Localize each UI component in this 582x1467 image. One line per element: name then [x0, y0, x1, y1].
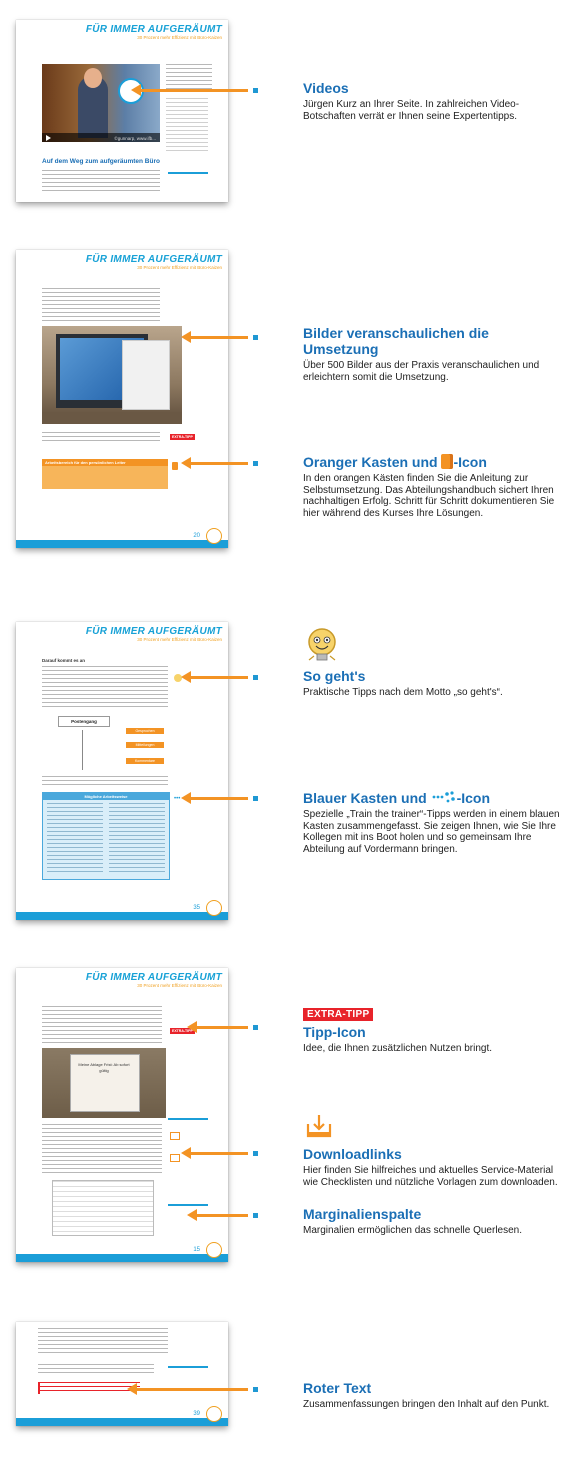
section-blue-box: Blauer Kasten und -Icon Spezielle „Train the trainer“-Tipps werden in einem blauen Kasten zusammengefasst. Sie zeigen Ihnen, wie Sie Ihre Kollegen mit ins Boot holen und so gemeinsam Ihre Abteilung auf Vordermann bringen. — [303, 790, 560, 855]
logo-icon — [206, 1242, 222, 1258]
bullet-icon — [253, 1025, 258, 1030]
office-photo — [42, 326, 182, 424]
pointer-arrow-videos — [140, 89, 248, 92]
section-red-text: Roter Text Zusammenfassungen bringen den Inhalt auf den Punkt. — [303, 1380, 550, 1410]
table-mini — [52, 1180, 154, 1236]
download-icon — [304, 1112, 334, 1140]
section-videos: Videos Jürgen Kurz an Ihrer Seite. In zahlreichen Video-Botschaften verrät er Ihnen seine Expertentipps. — [303, 80, 520, 122]
play-icon[interactable] — [46, 135, 51, 141]
page-header: FÜR IMMER AUFGERÄUMT 30 Prozent mehr Effizienz mit Büro-Kaizen — [85, 626, 222, 642]
bullet-icon — [253, 796, 258, 801]
section-pictures: Bilder veranschaulichen die Umsetzung Über 500 Bilder aus der Praxis veranschaulichen und erleichtern somit die Umsetzung. — [303, 325, 540, 383]
pointer-arrow-red-text — [136, 1388, 248, 1391]
pointer-arrow-tipp — [196, 1026, 248, 1029]
pointer-arrow-so-gehts — [190, 676, 248, 679]
train-trainer-mini-icon: ••• — [174, 796, 181, 802]
section-marginal: Marginalienspalte Marginalien ermöglichen das schnelle Querlesen. — [303, 1206, 523, 1236]
orange-box-mini: Arbeitsbereich für den persönlichen Leiter — [42, 459, 168, 489]
bullet-icon — [253, 335, 258, 340]
page-thumbnail-tips: FÜR IMMER AUFGERÄUMT 30 Prozent mehr Effizienz mit Büro-Kaizen Darauf kommt es an Postengang Gesprochen Mitteilungen Kommentare Mögliche Arbeitsweise ••• 35 — [16, 622, 228, 920]
red-text-mini — [38, 1382, 140, 1394]
bullet-icon — [253, 1387, 258, 1392]
logo-icon — [206, 900, 222, 916]
download-mini-icon — [170, 1132, 180, 1140]
page-thumbnail-pictures: FÜR IMMER AUFGERÄUMT 30 Prozent mehr Effizienz mit Büro-Kaizen EXTRA-TIPP Arbeitsbereich für den persönlichen Leiter 20 — [16, 250, 228, 548]
blue-box-mini: Mögliche Arbeitsweise — [42, 792, 170, 880]
pointer-arrow-download — [190, 1152, 248, 1155]
bullet-icon — [253, 675, 258, 680]
logo-icon — [206, 1406, 222, 1422]
pointer-arrow-blue-box — [190, 797, 248, 800]
orange-book-icon-mini — [172, 462, 178, 470]
page-thumbnail-downloads: FÜR IMMER AUFGERÄUMT 30 Prozent mehr Effizienz mit Büro-Kaizen EXTRA-TIPP Meine Ablage Frist: Ab sofort gültig 15 — [16, 968, 228, 1262]
section-orange-box: Oranger Kasten und -Icon In den orangen Kästen finden Sie die Anleitung zur Selbstumsetzung. Das Abteilungshandbuch sichert Ihren nachhaltigen Erfolg. Schritt für Schritt dokumentieren Sie hier während des Kurses Ihre Lösungen. — [303, 454, 555, 519]
bullet-icon — [253, 461, 258, 466]
download-mini-icon — [170, 1154, 180, 1162]
pointer-arrow-pictures — [190, 336, 248, 339]
bullet-icon — [253, 88, 258, 93]
video-frame: ©gunnarp, www.ifb... — [42, 64, 160, 142]
bullet-icon — [253, 1151, 258, 1156]
page-header: FÜR IMMER AUFGERÄUMT 30 Prozent mehr Effizienz mit Büro-Kaizen — [85, 24, 222, 40]
page-header: FÜR IMMER AUFGERÄUMT 30 Prozent mehr Effizienz mit Büro-Kaizen — [85, 972, 222, 988]
section-so-gehts: So geht's Praktische Tipps nach dem Motto „so geht's“. — [303, 668, 503, 698]
pointer-arrow-orange-box — [190, 462, 248, 465]
page-header: FÜR IMMER AUFGERÄUMT 30 Prozent mehr Effizienz mit Büro-Kaizen — [85, 254, 222, 270]
train-the-trainer-icon — [431, 790, 457, 806]
page-thumbnail-videos — [16, 20, 228, 202]
flowchart: Postengang Gesprochen Mitteilungen Kommentare — [42, 714, 168, 774]
extra-tipp-badge: EXTRA-TIPP — [303, 1008, 373, 1021]
section-tipp-icon: EXTRA-TIPP Tipp-Icon Idee, die Ihnen zusätzlichen Nutzen bringt. — [303, 1009, 493, 1054]
logo-icon — [206, 528, 222, 544]
so-gehts-lightbulb-icon — [304, 626, 340, 666]
orange-book-icon — [441, 454, 453, 469]
section-downloadlinks: Downloadlinks Hier finden Sie hilfreiches und aktuelles Service-Material wie Checklisten und nützliche Vorlagen zum downloaden. — [303, 1146, 558, 1188]
section-heading: Auf dem Weg zum aufgeräumten Büro — [42, 158, 160, 165]
extra-tipp-mini: EXTRA-TIPP — [172, 1029, 193, 1033]
extra-tipp-mini: EXTRA-TIPP — [172, 435, 193, 439]
bullet-icon — [253, 1213, 258, 1218]
page-thumbnail-red-text: 39 — [16, 1322, 228, 1426]
pointer-arrow-marginal — [196, 1214, 248, 1217]
sign-photo: Meine Ablage Frist: Ab sofort gültig — [42, 1048, 166, 1118]
